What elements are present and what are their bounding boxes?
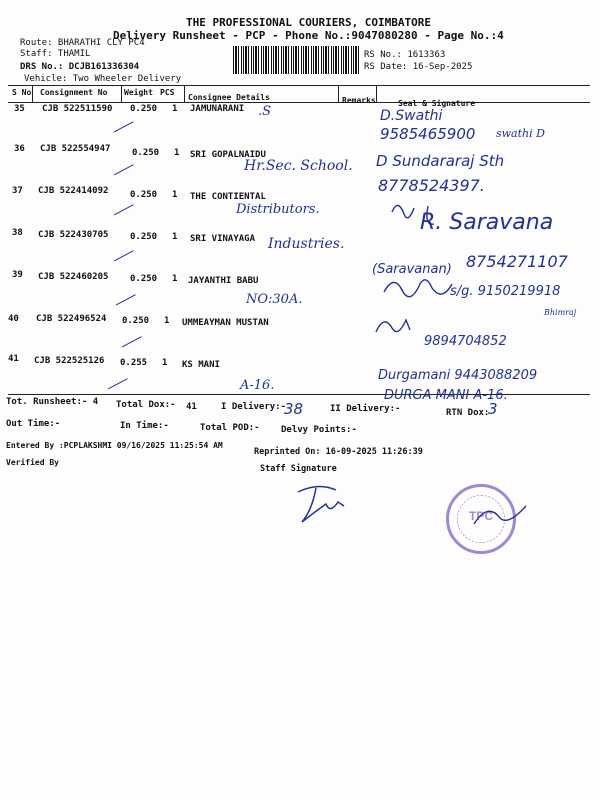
barcode-image: [233, 46, 359, 74]
i-delivery-value: 38: [284, 400, 304, 418]
delivery-tick-mark: [108, 240, 134, 262]
row-consignee: SRI VINAYAGA: [190, 234, 256, 244]
row-consignment-no: CJB 522511590: [42, 104, 113, 114]
handwritten-note: NO:30A.: [246, 292, 303, 307]
row-consignment-no: CJB 522554947: [40, 144, 111, 154]
row-sno: 37: [12, 186, 23, 196]
row-pcs: 1: [172, 232, 178, 242]
col-divider: [32, 85, 33, 102]
receiver-phone: Durgamani 9443088209: [378, 368, 538, 383]
rs-date: RS Date: 16-Sep-2025: [364, 62, 473, 72]
receiver-phone: 8754271107: [466, 252, 568, 271]
row-weight: 0.255: [120, 358, 148, 368]
row-weight: 0.250: [130, 232, 158, 242]
row-pcs: 1: [172, 190, 178, 200]
receiver-name: R. Saravana: [420, 210, 554, 235]
receiver-name: (Saravanan): [372, 262, 452, 277]
col-header-consignment: Consignment No: [40, 88, 108, 97]
row-weight: 0.250: [130, 274, 158, 284]
drs-no: DRS No.: DCJB161336304: [20, 62, 140, 72]
delivery-tick-mark: [102, 368, 128, 390]
row-sno: 41: [8, 354, 19, 364]
rs-no: RS No.: 1613363: [364, 50, 446, 60]
route: Route: BHARATHI CLY PC4: [20, 38, 145, 48]
total-pod: Total POD:-: [200, 423, 260, 433]
row-sno: 35: [14, 104, 25, 114]
runsheet-title: Delivery Runsheet - PCP - Phone No.:9047080280 - Page No.:4: [113, 29, 504, 42]
total-dox-value: 41: [186, 402, 197, 412]
out-time: Out Time:-: [6, 419, 61, 429]
row-sno: 38: [12, 228, 23, 238]
row-pcs: 1: [174, 148, 180, 158]
staff: Staff: THAMIL: [20, 49, 91, 59]
handwritten-note: .S: [258, 104, 272, 119]
row-consignee: KS MANI: [182, 360, 220, 370]
row-consignment-no: CJB 522496524: [36, 314, 107, 324]
receiver-phone: s/g. 9150219918: [450, 284, 561, 299]
row-weight: 0.250: [130, 190, 158, 200]
col-header-pcs: PCS: [160, 88, 175, 97]
row-consignment-no: CJB 522460205: [38, 272, 109, 282]
tot-runsheet: Tot. Runsheet:- 4: [6, 397, 99, 407]
verified-by: Verified By: [6, 458, 59, 467]
row-sno: 40: [8, 314, 19, 324]
col-header-consignee: Consignee Details: [188, 93, 270, 102]
receiver-name: D Sundararaj Sth: [376, 152, 505, 170]
ii-delivery-label: II Delivery:-: [330, 404, 401, 414]
row-consignment-no: CJB 522430705: [38, 230, 109, 240]
row-weight: 0.250: [130, 104, 158, 114]
i-delivery-label: I Delivery:-: [221, 402, 287, 412]
row-weight: 0.250: [122, 316, 150, 326]
table-header-border: [8, 102, 590, 103]
row-sno: 39: [12, 270, 23, 280]
delivery-tick-mark: [108, 194, 134, 216]
row-consignee: THE CONTIENTAL: [190, 192, 266, 202]
row-consignment-no: CJB 522525126: [34, 356, 105, 366]
receiver-name: D.Swathi: [380, 108, 443, 124]
handwritten-note: A-16.: [240, 378, 275, 393]
col-divider: [376, 85, 377, 102]
company-name: THE PROFESSIONAL COURIERS, COIMBATORE: [186, 16, 432, 29]
row-weight: 0.250: [132, 148, 160, 158]
row-consignee: SRI GOPALNAIDU: [190, 150, 266, 160]
staff-signature-scribble: [292, 478, 362, 534]
row-pcs: 1: [162, 358, 168, 368]
row-sno: 36: [14, 144, 25, 154]
stamp-signature-scribble: [470, 500, 530, 530]
delivery-tick-mark: [116, 326, 142, 348]
table-top-border: [8, 85, 590, 86]
rtn-dox-value: 3: [488, 400, 498, 418]
receiver-phone: 8778524397.: [378, 176, 485, 195]
col-header-sno: S No: [12, 88, 32, 97]
vehicle: Vehicle: Two Wheeler Delivery: [24, 74, 182, 84]
handwritten-note: Hr.Sec. School.: [244, 158, 353, 174]
col-header-weight: Weight: [124, 88, 153, 97]
delivery-tick-mark: [110, 284, 136, 306]
receiver-signature: DURGA MANI A-16.: [384, 388, 508, 403]
col-header-remarks: Remarks: [342, 96, 376, 105]
stamp-text: TPC: [469, 509, 493, 523]
delivery-tick-mark: [108, 154, 134, 176]
handwritten-note: Industries.: [268, 236, 345, 252]
total-dox-label: Total Dox:-: [116, 400, 176, 410]
receiver-signature: Bhimraj: [544, 308, 577, 317]
col-divider: [184, 85, 185, 102]
row-consignee: JAMUNARANI: [190, 104, 245, 114]
receiver-signature: swathi D: [496, 127, 545, 140]
row-consignment-no: CJB 522414092: [38, 186, 109, 196]
handwritten-note: Distributors.: [236, 202, 320, 217]
reprinted-on: Reprinted On: 16-09-2025 11:26:39: [254, 447, 423, 457]
in-time: In Time:-: [120, 421, 169, 431]
row-consignee: JAYANTHI BABU: [188, 276, 259, 286]
rtn-dox-label: RTN Dox:: [446, 408, 490, 418]
row-consignee: UMMEAYMAN MUSTAN: [182, 318, 269, 328]
col-divider: [121, 85, 122, 102]
signature-scribbles: [370, 200, 590, 360]
col-divider: [338, 85, 339, 102]
entered-by: Entered By :PCPLAKSHMI 09/16/2025 11:25:54 AM: [6, 441, 223, 450]
col-header-seal: Seal & Signature: [398, 99, 476, 108]
staff-signature-label: Staff Signature: [260, 464, 337, 474]
receiver-phone: 9894704852: [424, 334, 507, 349]
row-pcs: 1: [172, 104, 178, 114]
delvy-points: Delvy Points:-: [281, 425, 357, 435]
receiver-phone: 9585465900: [380, 125, 476, 143]
row-pcs: 1: [172, 274, 178, 284]
row-pcs: 1: [164, 316, 170, 326]
